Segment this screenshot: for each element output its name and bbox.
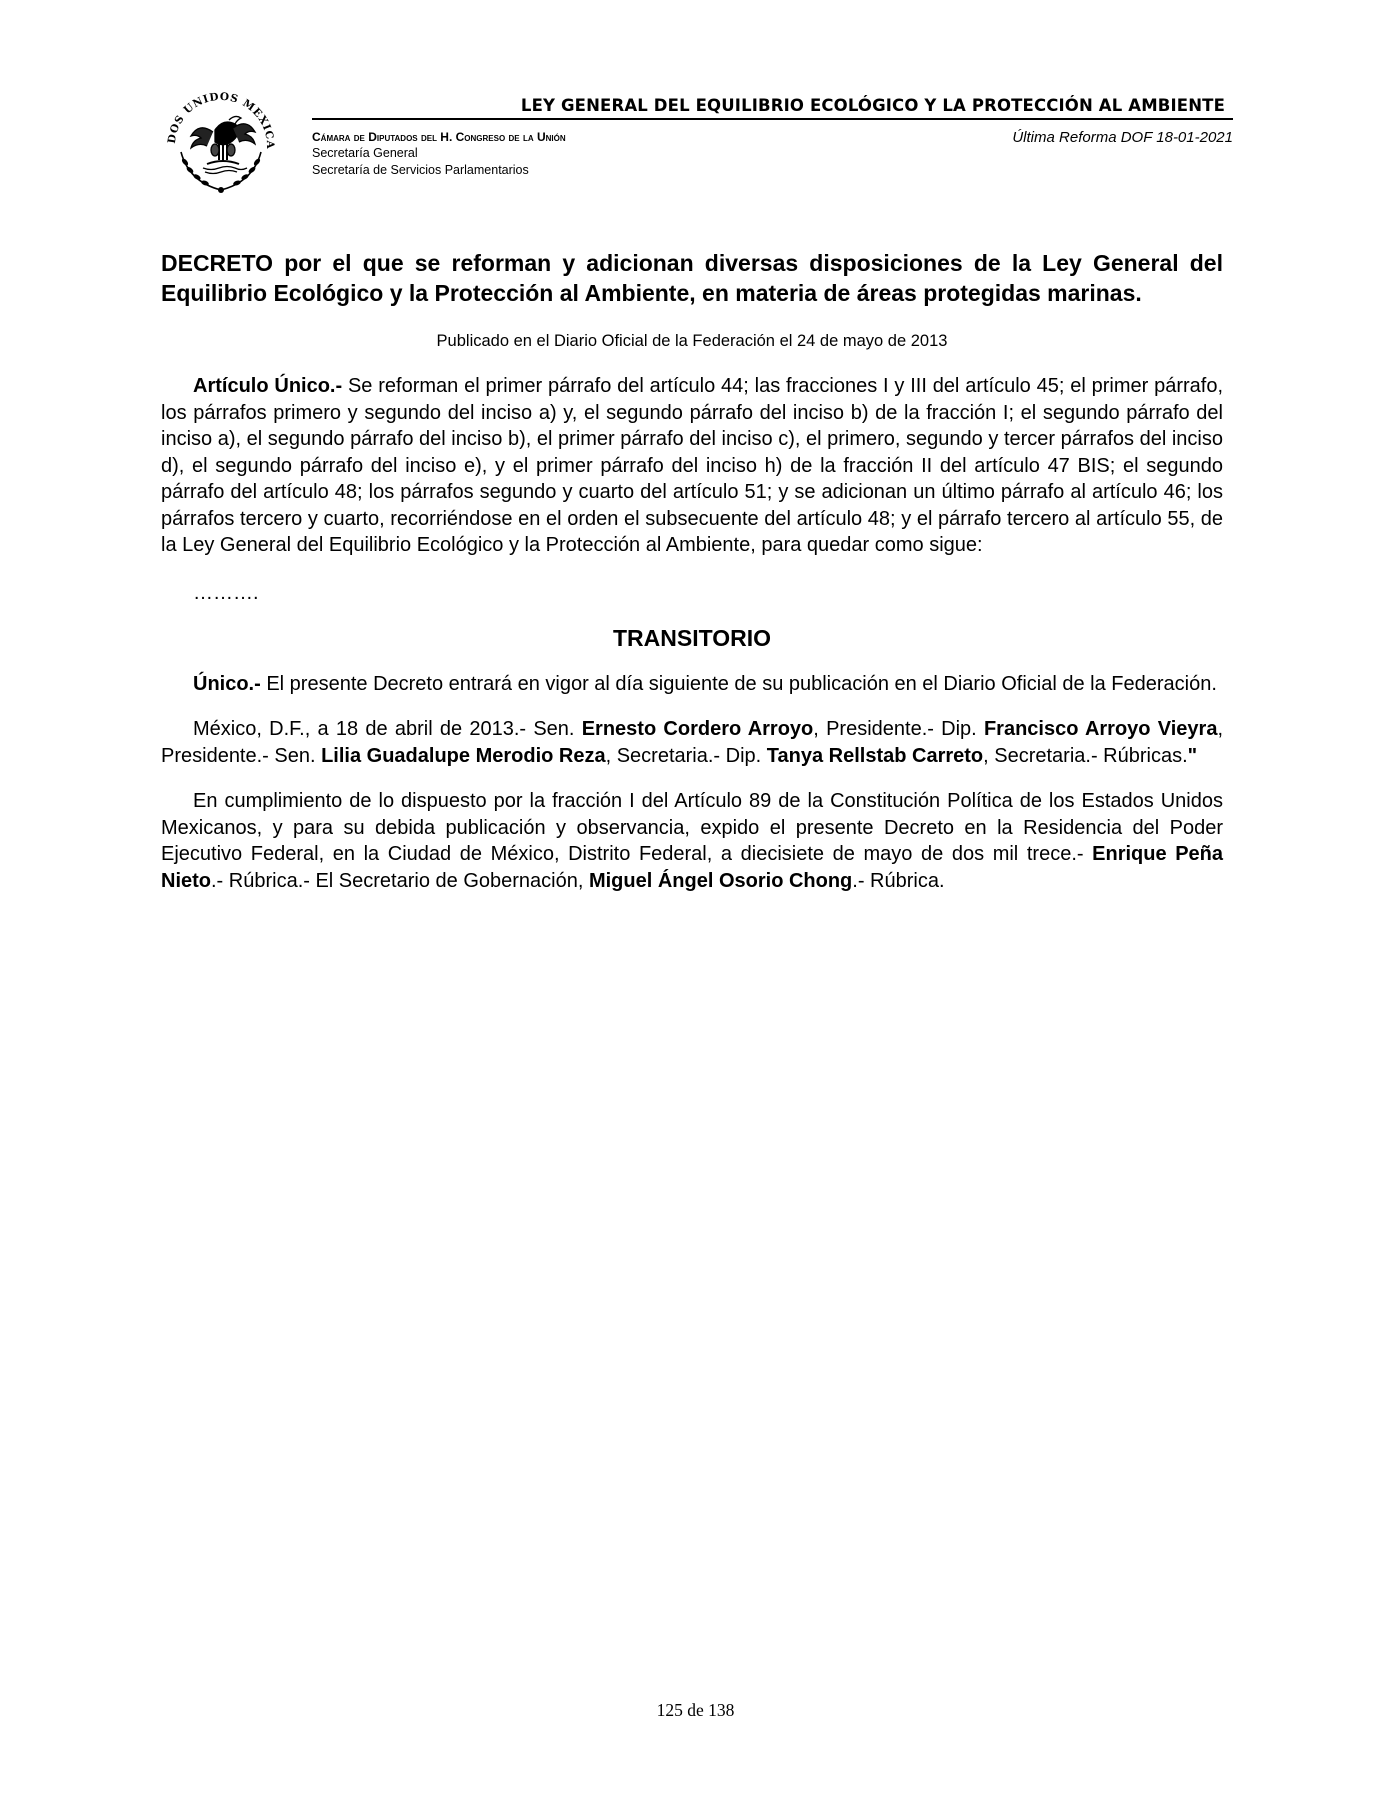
signature-text: , Secretaria.- Rúbricas. (983, 744, 1188, 767)
signature-text: México, D.F., a 18 de abril de 2013.- Sen. (193, 718, 582, 740)
promulgation-text: .- Rúbrica.- El Secretario de Gobernación, (211, 869, 589, 892)
parliamentary-services: Secretaría de Servicios Parlamentarios (312, 163, 529, 177)
secretariat-general: Secretaría General (312, 146, 418, 160)
signatory-name: Miguel Ángel Osorio Chong (588, 869, 853, 892)
signatory-name: Enrique Peña Nieto (161, 843, 1224, 892)
signature-text: , Presidente.- Sen. (161, 718, 1224, 767)
transitory-paragraph (161, 671, 1223, 698)
page-number: 125 de 138 (656, 1700, 735, 1720)
transitory-heading: TRANSITORIO (612, 624, 772, 651)
transitory-label: Único.- (193, 672, 261, 695)
national-seal-image (157, 80, 285, 208)
article-paragraph (161, 373, 1223, 559)
omitted-text-ellipsis: ………. (193, 581, 259, 604)
publication-note: Publicado en el Diario Oficial de la Federación el 24 de mayo de 2013 (436, 332, 948, 350)
chamber-name: Cámara de Diputados del H. Congreso de la Unión (312, 130, 566, 144)
signatory-name: Lilia Guadalupe Merodio Reza (321, 744, 606, 767)
signatory-name: Francisco Arroyo Vieyra (983, 718, 1218, 740)
signatory-name: Tanya Rellstab Carreto (766, 744, 984, 767)
last-reform-date: Última Reforma DOF 18-01-2021 (1012, 129, 1233, 146)
signature-text: , Secretaria.- Dip. (605, 744, 767, 767)
header-divider (312, 118, 1233, 120)
promulgation-text: En cumplimiento de lo dispuesto por la fracción I del Artículo 89 de la Constitución Política de los Estados Unidos Mexicanos, y para su debida publicación y observancia, expido el presente Decreto en la Residencia del Poder Ejecutivo Federal, en la Ciudad de México, Distrito Federal, a diecisiete de mayo de dos mil trece.- (161, 790, 1223, 865)
promulgation-text: .- Rúbrica. (852, 869, 945, 892)
signatures-paragraph (161, 716, 1223, 769)
decree-title: DECRETO por el que se reforman y adicionan diversas disposiciones de la Ley General del Equilibrio Ecológico y la Protección al Ambiente, en materia de áreas protegidas marinas. (161, 250, 1223, 306)
law-title: LEY GENERAL DEL EQUILIBRIO ECOLÓGICO Y LA PROTECCIÓN AL AMBIENTE (520, 96, 1225, 115)
seal-legend: DOS UNIDOS MEXICA (165, 90, 277, 150)
article-label: Artículo Único.- (193, 375, 343, 397)
signature-text: , Presidente.- Dip. (813, 718, 984, 740)
transitory-text: El presente Decreto entrará en vigor al día siguiente de su publicación en el Diario Oficial de la Federación. (260, 672, 1217, 695)
promulgation-paragraph (161, 788, 1223, 894)
article-text: Se reforman el primer párrafo del artículo 44; las fracciones I y III del artículo 45; el primer párrafo, los párrafos primero y segundo del inciso a) y, el segundo párrafo del inciso b) de la fracción I; el segundo párrafo del inciso a), el segundo párrafo del inciso b), el primer párrafo del inciso c), el primero, segundo y tercer párrafos del inciso d), el segundo párrafo del inciso e), y el primer párrafo del inciso h) de la fracción II del artículo 47 BIS; el segundo párrafo del artículo 48; los párrafos segundo y cuarto del artículo 51; y se adicionan un último párrafo al artículo 46; los párrafos tercero y cuarto, recorriéndose en el orden el subsecuente del artículo 48; y el párrafo tercero al artículo 55, de la Ley General del Equilibrio Ecológico y la Protección al Ambiente, para quedar como sigue: (161, 375, 1224, 556)
signatory-name: Ernesto Cordero Arroyo (581, 718, 814, 740)
closing-quote: " (1187, 744, 1198, 767)
document-body (161, 248, 1223, 894)
